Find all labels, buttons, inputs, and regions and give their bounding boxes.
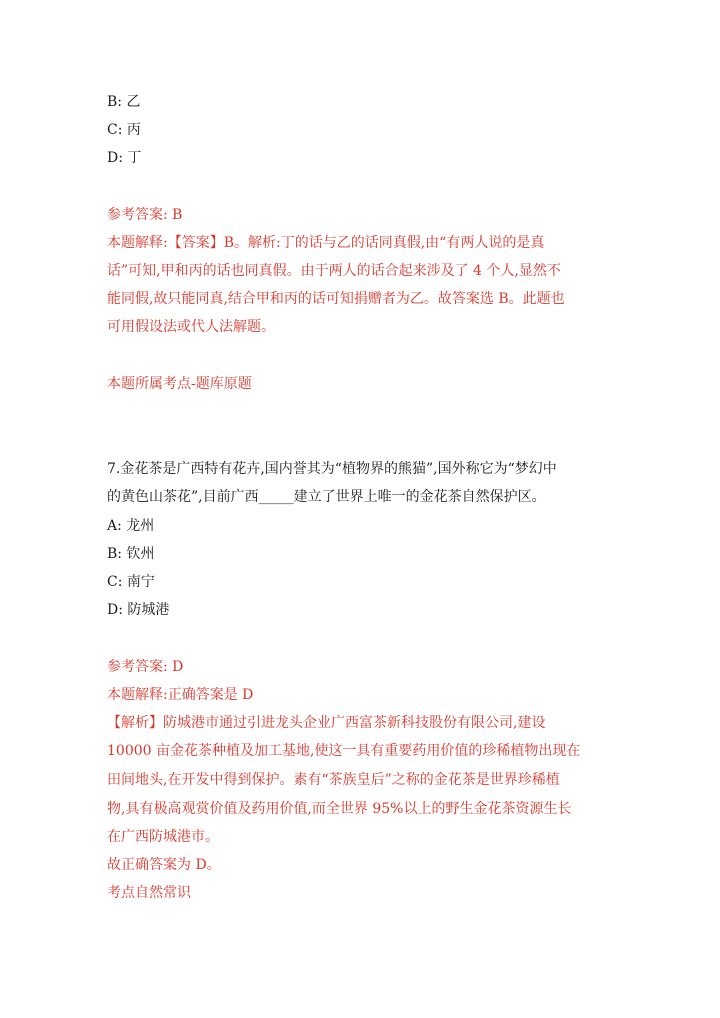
option-a: A: 龙州 xyxy=(107,518,155,534)
analysis-line: 在广西防城港市。 xyxy=(107,829,219,845)
reference-answer: 参考答案: B xyxy=(107,207,183,223)
analysis-line: 10000 亩金花茶种植及加工基地,使这一具有重要药用价值的珍稀植物出现在 xyxy=(107,743,581,759)
explanation-line: 本题解释:【答案】B。解析:丁的话与乙的话同真假,由“有两人说的是真 xyxy=(107,235,545,251)
option-d: D: 防城港 xyxy=(107,602,170,618)
option-d: D: 丁 xyxy=(107,150,142,166)
conclusion: 故正确答案为 D。 xyxy=(107,857,221,873)
analysis-line: 田间地头,在开发中得到保护。素有“茶族皇后”之称的金花茶是世界珍稀植 xyxy=(107,772,560,788)
explanation-title: 本题解释:正确答案是 D xyxy=(107,687,254,703)
explanation-line: 话”可知,甲和丙的话也同真假。由于两人的话合起来涉及了 4 个人,显然不 xyxy=(107,263,561,279)
question-stem-line: 的黄色山茶花”,目前广西_____建立了世界上唯一的金花茶自然保护区。 xyxy=(107,489,546,505)
option-b: B: 乙 xyxy=(107,94,141,110)
reference-answer: 参考答案: D xyxy=(107,659,184,675)
question-category: 本题所属考点-题库原题 xyxy=(107,376,252,392)
analysis-line: 【解析】防城港市通过引进龙头企业广西富茶新科技股份有限公司,建设 xyxy=(107,715,546,731)
question-stem-line: 7.金花茶是广西特有花卉,国内誉其为“植物界的熊猫”,国外称它为“梦幻中 xyxy=(107,461,557,477)
explanation-line: 能同假,故只能同真,结合甲和丙的话可知捐赠者为乙。故答案选 B。此题也 xyxy=(107,291,565,307)
question-category: 考点自然常识 xyxy=(107,885,191,901)
option-c: C: 丙 xyxy=(107,122,141,138)
option-c: C: 南宁 xyxy=(107,574,155,590)
option-b: B: 钦州 xyxy=(107,546,155,562)
explanation-line: 可用假设法或代人法解题。 xyxy=(107,319,275,335)
analysis-line: 物,具有极高观赏价值及药用价值,而全世界 95%以上的野生金花茶资源生长 xyxy=(107,801,572,817)
